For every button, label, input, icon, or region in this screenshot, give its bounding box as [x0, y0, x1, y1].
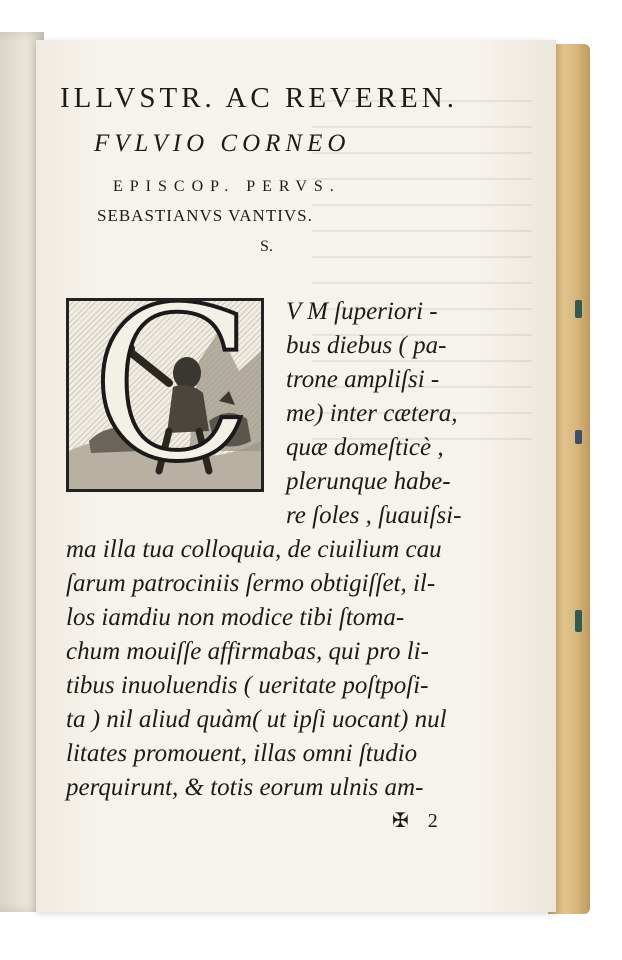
edge-marbling [575, 430, 582, 444]
text-line: ma illa tua colloquia, de ciuilium cau [66, 536, 442, 563]
initial-letter: C [91, 298, 254, 492]
text-line: los iamdiu non modice tibi ſtoma- [66, 604, 405, 631]
edge-marbling [575, 300, 582, 318]
heading-line-5: S. [260, 238, 273, 255]
signature-mark [392, 808, 438, 833]
edge-marbling [575, 610, 582, 632]
text-line: chum mouiſſe affirmabas, qui pro li- [66, 638, 429, 665]
text-line: litates promouent, illas omni ſtudio [66, 740, 418, 767]
text-line: ta ) nil aliud quàm( ut ipſi uocant) nul [66, 706, 447, 733]
text-line: perquirunt, & totis eorum ulnis am- [66, 774, 424, 801]
text-line: bus diebus ( pa- [286, 332, 447, 359]
text-line: tibus inuoluendis ( ueritate poſtpoſi- [66, 672, 429, 699]
heading-line-2: FVLVIO CORNEO [94, 130, 351, 157]
woodcut-initial [66, 298, 264, 492]
signature-number: 2 [427, 810, 438, 832]
heading-line-1: ILLVSTR. AC REVEREN. [60, 82, 458, 114]
text-line: ſarum patrociniis ſermo obtigiſſet, il- [66, 570, 436, 597]
text-line: me) inter cætera, [286, 400, 458, 427]
text-line: trone ampliſsi - [286, 366, 440, 393]
heading-line-4: SEBASTIANVS VANTIVS. [97, 206, 313, 225]
text-line: quæ domeſticè , [286, 434, 444, 461]
text-line: V M ſuperiori - [286, 298, 438, 325]
text-line: plerunque habe- [286, 468, 451, 495]
cross-icon: ✠ [392, 810, 409, 832]
heading-line-3: EPISCOP. PERVS. [113, 178, 341, 195]
text-line: re ſoles , ſuauiſsi- [286, 502, 462, 529]
